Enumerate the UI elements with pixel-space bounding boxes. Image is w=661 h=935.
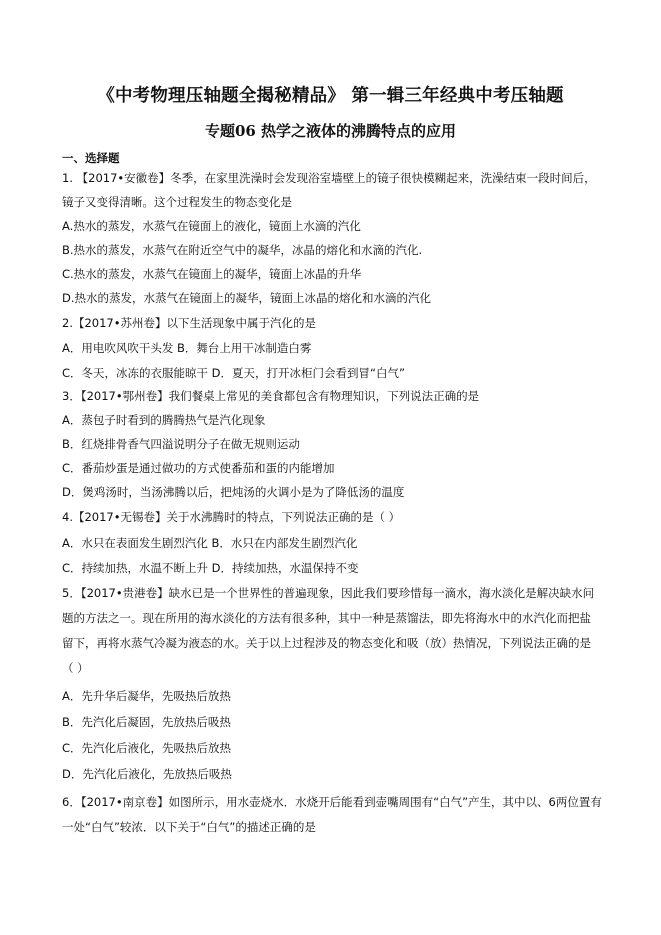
question-5-stem: 5．【2017•贵港卷】缺水已是一个世界性的普遍现象，因此我们要珍惜每一滴水，海水淡化是解决缺水问 [62,586,595,600]
question-5-option-b: B．先汽化后凝固，先放热后吸热 [62,715,231,729]
question-5-answer-blank: （ ） [62,661,89,675]
question-3-option-b: B．红烧排骨香气四溢说明分子在做无规则运动 [62,437,300,451]
question-4-stem: 4.【2017•无锡卷】关于水沸腾时的特点，下列说法正确的是（ ） [62,510,401,524]
topic-subtitle: 专题06 热学之液体的沸腾特点的应用 [204,122,457,140]
question-5-stem-cont-1: 题的方法之一。现在所用的海水淡化的方法有很多种，其中一种是蒸馏法，即先将海水中的水汽化而把盐 [62,611,591,625]
question-6-stem-cont: 一处“白气”较浓．以下关于“白气”的描述正确的是 [62,820,316,834]
question-3-stem: 3．【2017•鄂州卷】我们餐桌上常见的美食都包含有物理知识，下列说法正确的是 [62,389,480,403]
question-1-option-a: A.热水的蒸发，水蒸气在镜面上的液化，镜面上水滴的汽化 [62,219,361,233]
question-1-stem-cont: 镜子又变得清晰。这个过程发生的物态变化是 [62,195,292,209]
question-2-options-cd: C．冬天，冰冻的衣服能晾干 D．夏天，打开冰柜门会看到冒“白气” [62,366,405,380]
document-title: 《中考物理压轴题全揭秘精品》 第一辑三年经典中考压轴题 [97,86,564,106]
section-heading: 一、选择题 [62,151,120,165]
question-1-option-c: C.热水的蒸发，水蒸气在镜面上的凝华，镜面上冰晶的升华 [62,267,362,281]
question-1-stem: 1. 【2017•安徽卷】冬季，在家里洗澡时会发现浴室墙壁上的镜子很快模糊起来，洗澡结束一段时间后， [62,171,596,185]
question-5-option-d: D．先汽化后液化，先放热后吸热 [62,767,232,781]
question-5-stem-cont-2: 留下，再将水蒸气冷凝为液态的水。关于以上过程涉及的物态变化和吸（放）热情况，下列说法正确的是 [62,636,591,650]
question-3-option-c: C．番茄炒蛋是通过做功的方式使番茄和蛋的内能增加 [62,461,335,475]
question-5-option-a: A．先升华后凝华，先吸热后放热 [62,689,231,703]
question-1-option-d: D.热水的蒸发，水蒸气在镜面上的凝华，镜面上冰晶的熔化和水滴的汽化 [62,291,432,305]
question-4-options-ab: A．水只在表面发生剧烈汽化 B．水只在内部发生剧烈汽化 [62,536,358,550]
question-3-option-d: D．煲鸡汤时，当汤沸腾以后，把炖汤的火调小是为了降低汤的温度 [62,485,405,499]
question-2-stem: 2.【2017•苏州卷】以下生活现象中属于汽化的是 [62,316,317,330]
question-5-option-c: C．先汽化后液化，先吸热后放热 [62,741,232,755]
question-1-option-b: B.热水的蒸发，水蒸气在附近空气中的凝华，冰晶的熔化和水滴的汽化. [62,243,423,257]
question-3-option-a: A．蒸包子时看到的腾腾热气是汽化现象 [62,413,266,427]
question-6-stem: 6．【2017•南京卷】如图所示，用水壶烧水．水烧开后能看到壶嘴周围有“白气”产生，其中以、6两位置有 [62,795,602,809]
question-2-options-ab: A．用电吹风吹干头发 B．舞台上用干冰制造白雾 [62,341,312,355]
question-4-options-cd: C．持续加热，水温不断上升 D．持续加热，水温保持不变 [62,561,359,575]
